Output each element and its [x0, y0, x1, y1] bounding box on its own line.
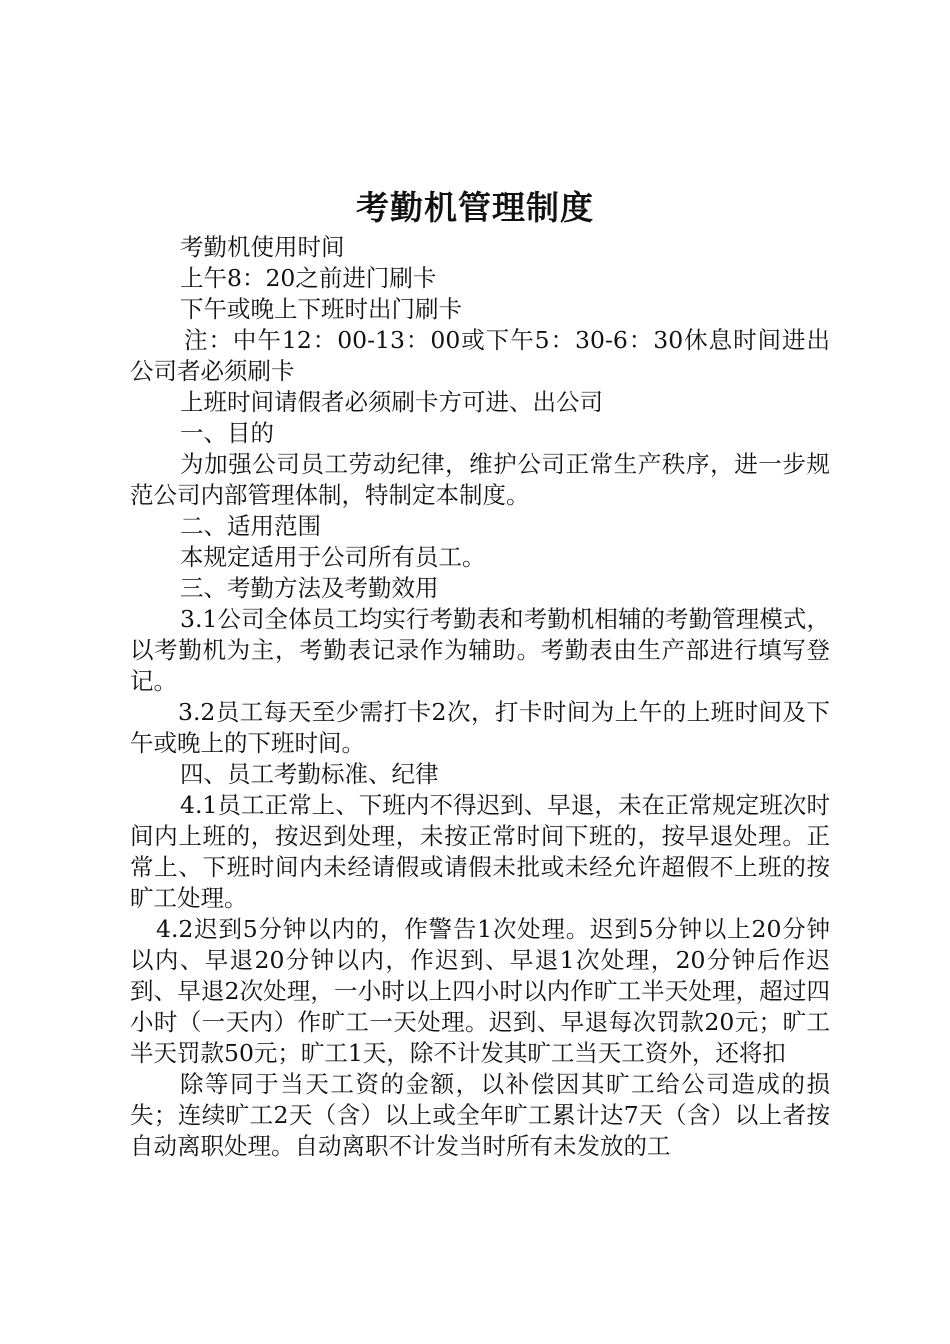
paragraph-note: 注：中午12：00-13：00或下午5：30-6：30休息时间进出公司者必须刷卡	[130, 326, 830, 385]
document-body	[130, 232, 830, 1162]
section-heading-method: 三、考勤方法及考勤效用	[180, 574, 439, 602]
paragraph-3-2: 3.2员工每天至少需打卡2次，打卡时间为上午的上班时间及下午或晚上的下班时间。	[130, 698, 830, 757]
paragraph-4-2-continued: 除等同于当天工资的金额，以补偿因其旷工给公司造成的损失；连续旷工2天（含）以上或全年旷工累计达7天（含）以上者按自动离职处理。自动离职不计发当时所有未发放的工	[130, 1070, 830, 1160]
paragraph-4-2: 4.2迟到5分钟以内的，作警告1次处理。迟到5分钟以上20分钟以内、早退20分钟以内，作迟到、早退1次处理，20分钟后作迟到、早退2次处理，一小时以上四小时以内作旷工半天处理，超过四小时（一天内）作旷工一天处理。迟到、早退每次罚款20元；旷工半天罚款50元；旷工1天，除不计发其旷工当天工资外，还将扣	[130, 915, 830, 1067]
section-heading-standards: 四、员工考勤标准、纪律	[180, 760, 439, 788]
document-title: 考勤机管理制度	[356, 188, 594, 227]
paragraph-leave-swipe: 上班时间请假者必须刷卡方可进、出公司	[180, 388, 603, 416]
paragraph-usage-time: 考勤机使用时间	[180, 233, 345, 261]
paragraph-purpose: 为加强公司员工劳动纪律，维护公司正常生产秩序，进一步规范公司内部管理体制，特制定本制度。	[130, 450, 830, 509]
section-heading-scope: 二、适用范围	[180, 512, 321, 540]
paragraph-evening-swipe: 下午或晚上下班时出门刷卡	[180, 295, 462, 323]
paragraph-scope: 本规定适用于公司所有员工。	[180, 543, 486, 571]
paragraph-morning-swipe: 上午8：20之前进门刷卡	[180, 264, 437, 292]
paragraph-4-1: 4.1员工正常上、下班内不得迟到、早退，未在正常规定班次时间内上班的，按迟到处理，未按正常时间下班的，按早退处理。正常上、下班时间内未经请假或请假未批或未经允许超假不上班的按旷工处理。	[130, 791, 830, 912]
paragraph-3-1: 3.1公司全体员工均实行考勤表和考勤机相辅的考勤管理模式，以考勤机为主，考勤表记录作为辅助。考勤表由生产部进行填写登记。	[130, 605, 830, 695]
section-heading-purpose: 一、目的	[180, 419, 274, 447]
